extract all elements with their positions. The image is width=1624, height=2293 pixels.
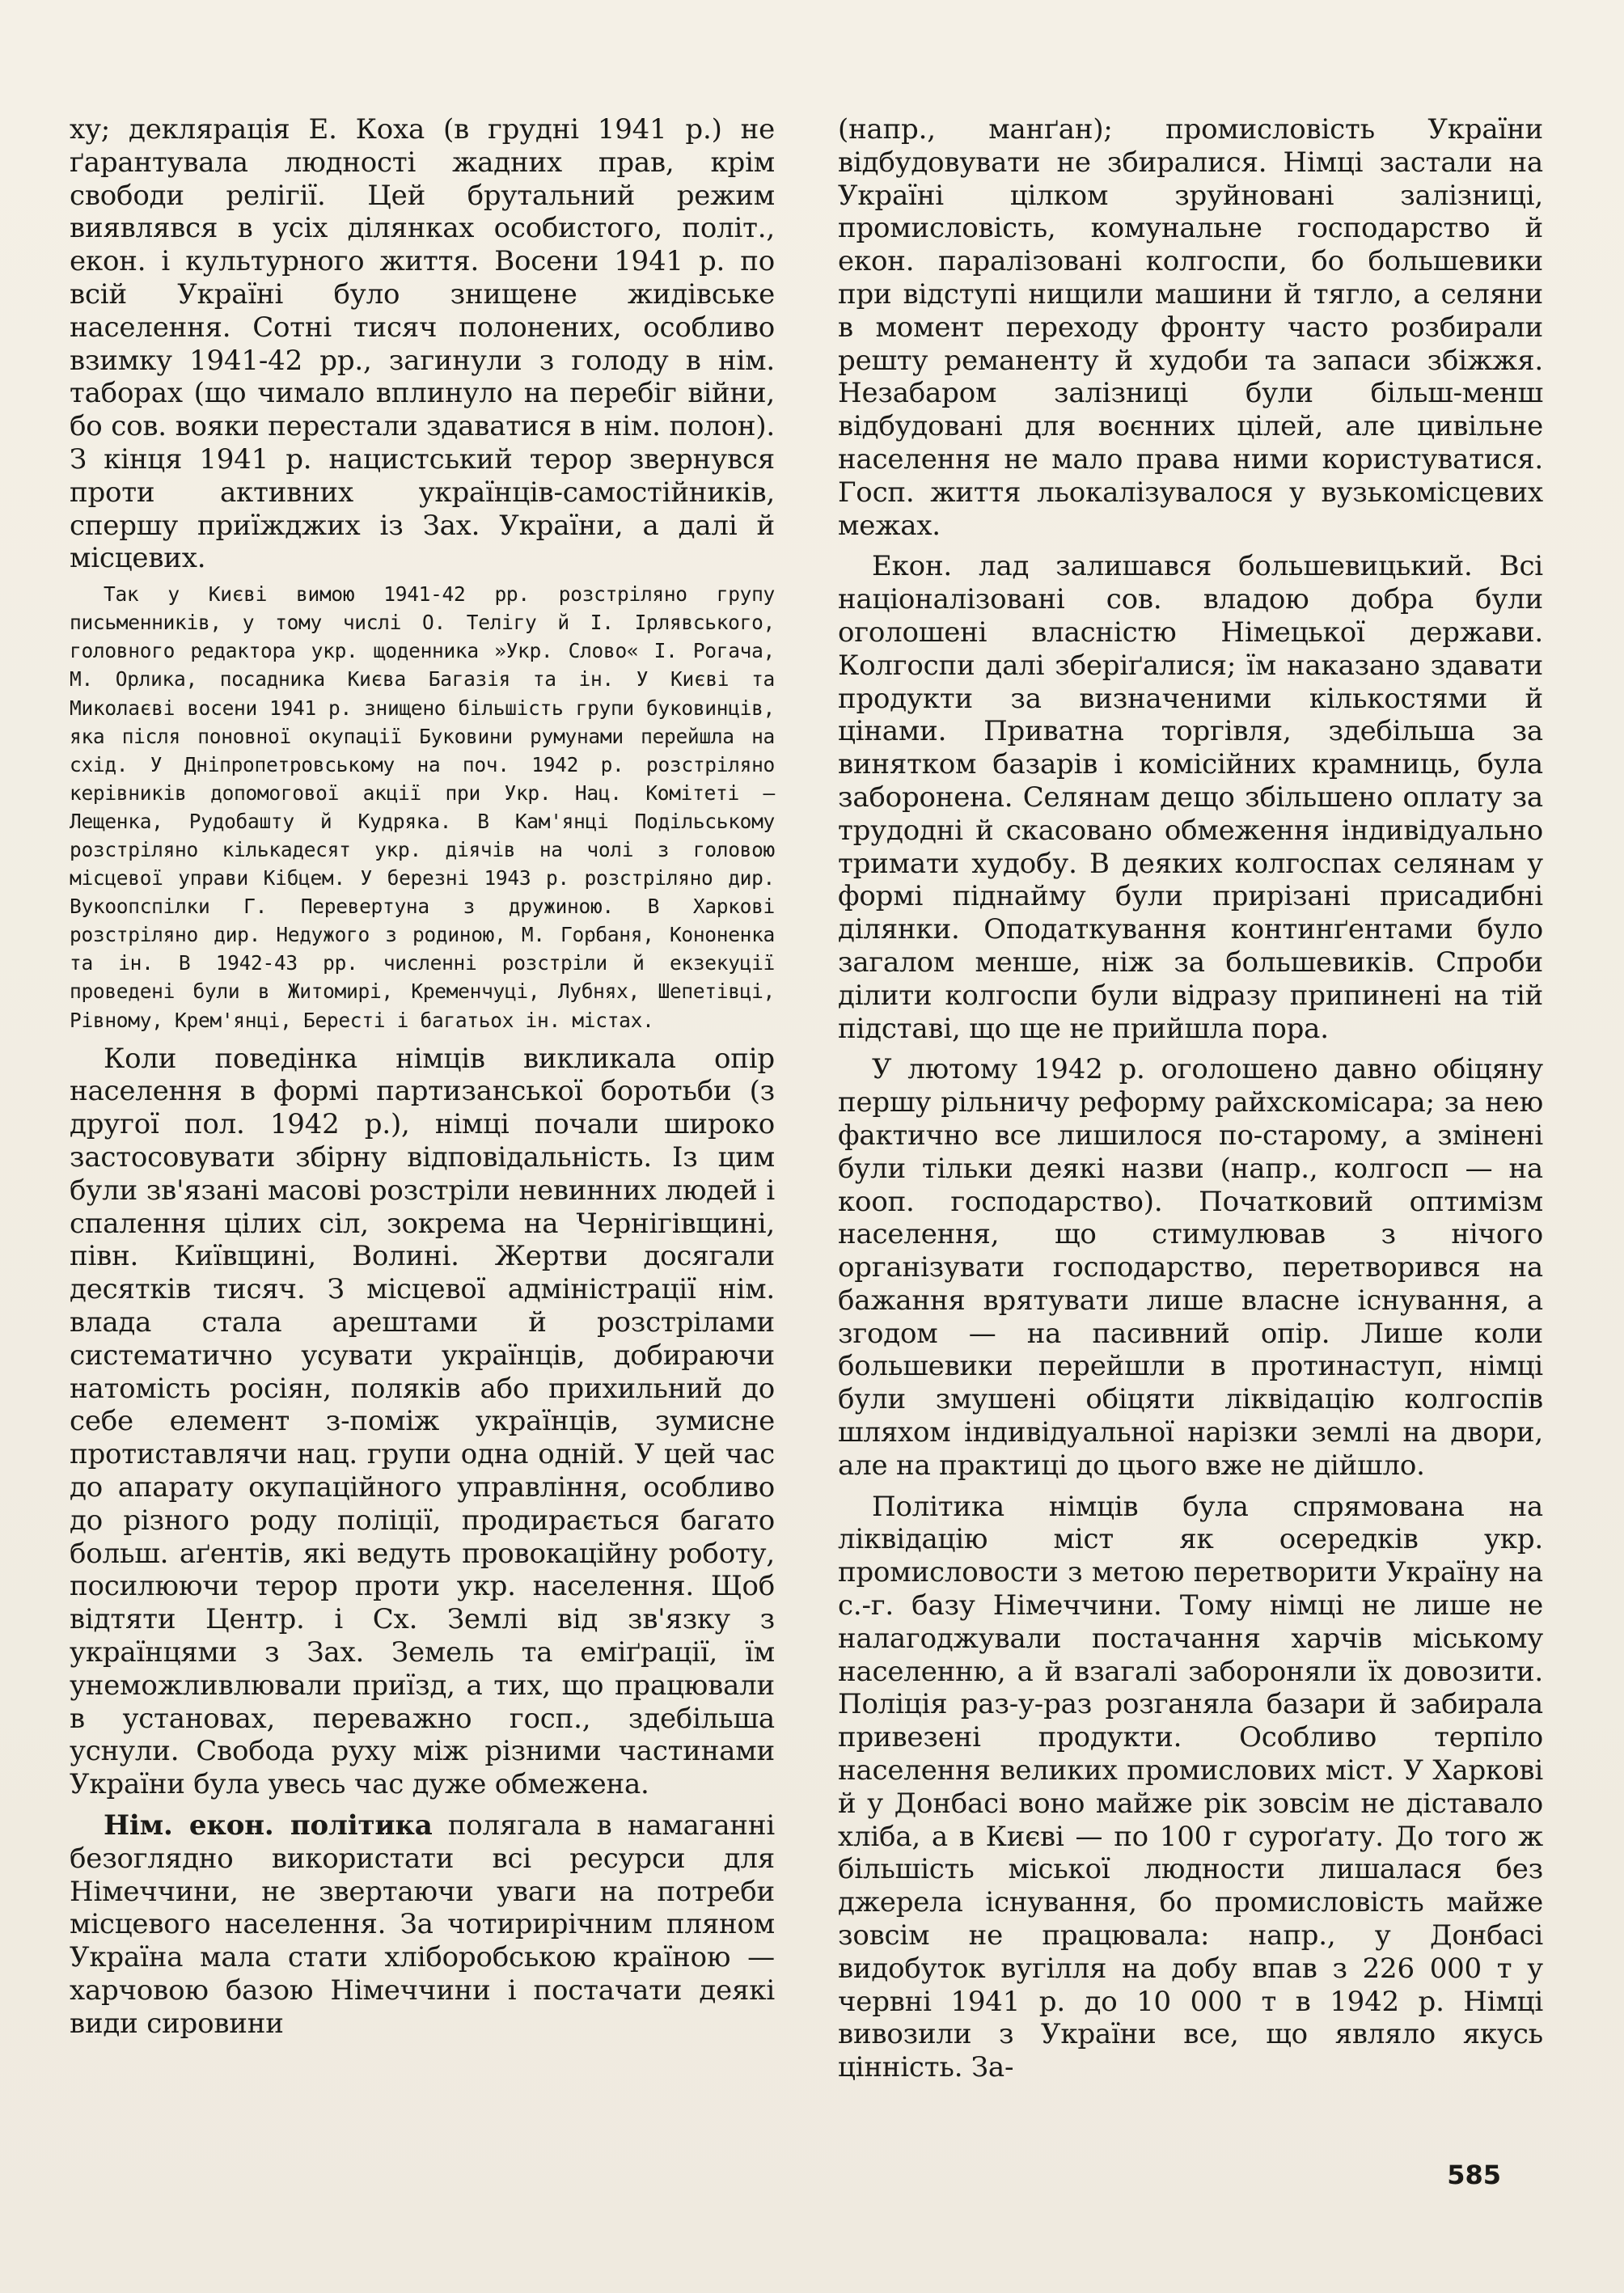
paragraph: ху; деклярація Е. Коха (в грудні 1941 р.) не ґарантувала людності жадних прав, крім свободи релігії. Цей брутальний режим виявлявся в усіх ділянках особистого, політ., екон. і культурного життя. Восени 1941 р. по всій Україні було знищене жидівське населення. Сотні тисяч полонених, особливо взимку 1941-42 рр., загинули з голоду в нім. таборах (що чимало вплинуло на перебіг війни, бо сов. вояки перестали здаватися в нім. полон). З кінця 1941 р. нацистський терор звернувся проти активних українців-самостійників, спершу приїжджих із Зах. України, а далі й місцевих. [70, 113, 775, 575]
text-columns [70, 113, 1543, 2084]
paragraph: (напр., манґан); промисловість України відбудовувати не збиралися. Німці застали на Україні цілком зруйновані залізниці, промисловість, комунальне господарство й екон. паралізовані колгоспи, бо большевики при відступі нищили машини й тягло, а селяни в момент переходу фронту часто розбирали решту реманенту й худоби та запаси збіжжя. Незабаром залізниці були більш-менш відбудовані для воєнних цілей, але цивільне населення не мало права ними користуватися. Госп. життя льокалізувалося у вузькомісцевих межах. [838, 113, 1543, 542]
paragraph-gap [838, 1045, 1543, 1053]
left-column [70, 113, 775, 2084]
paragraph: Політика німців була спрямована на ліквідацію міст як осередків укр. промисловости з метою перетворити Україну на с.-г. базу Німеччини. Тому німці не лише не налагоджували постачання харчів міському населенню, а й взагалі забороняли їх довозити. Поліція раз-у-раз розганяла базари й забирала привезені продукти. Особливо терпіло населення великих промислових міст. У Харкові й у Донбасі воно майже рік зовсім не діставало хліба, а в Києві — по 100 г суроґату. До того ж більшість міської людности лишалася без джерела існування, бо промисловість майже зовсім не працювала: напр., у Донбасі видобуток вугілля на добу впав з 226 000 т у червні 1941 р. до 10 000 т в 1942 р. Німці вивозили з України все, що являло якусь цінність. За- [838, 1490, 1543, 2084]
right-column [838, 113, 1543, 2084]
paragraph-text: полягала в намаганні безоглядно використати всі ресурси для Німеччини, не звертаючи уваги на потреби місцевого населення. За чотирирічним пляном Україна мала стати хліборобською країною — харчовою базою Німеччини і постачати деякі види сировини [70, 1809, 775, 2040]
paragraph-gap [70, 1801, 775, 1809]
paragraph-gap [838, 1483, 1543, 1491]
paragraph: Коли поведінка німців викликала опір населення в формі партизанської боротьби (з другої пол. 1942 р.), німці почали широко застосовувати збірну відповідальність. Із цим були зв'язані масові розстріли невинних людей і спалення цілих сіл, зокрема на Чернігівщині, півн. Київщині, Волині. Жертви досягали десятків тисяч. З місцевої адміністрації нім. влада стала арештами й розстрілами систематично усувати українців, добираючи натомість росіян, поляків або прихильний до себе елемент з-поміж українців, зумисне протиставлячи нац. групи одна одній. У цей час до апарату окупаційного управління, особливо до різного роду поліції, продирається багато больш. аґентів, які ведуть провокаційну роботу, посилюючи терор проти укр. населення. Щоб відтяти Центр. і Сх. Землі від зв'язку з українцями з Зах. Земель та еміґрації, їм унеможливлювали приїзд, а тих, що працювали в установах, переважно госп., здебільша уснули. Свобода руху між різними частинами України була увесь час дуже обмежена. [70, 1042, 775, 1801]
paragraph [70, 1809, 775, 2041]
small-print-paragraph: Так у Києві вимою 1941-42 рр. розстріляно групу письменників, у тому числі О. Телігу й І. Ірлявського, головного редактора укр. щоденника »Укр. Слово« І. Рогача, М. Орлика, посадника Києва Багазія та ін. У Києві та Миколаєві восени 1941 р. знищено більшість групи буковинців, яка після поновної окупації Буковини румунами перейшла на схід. У Дніпропетровському на поч. 1942 р. розстріляно керівників допомогової акції при Укр. Нац. Комітеті — Лещенка, Рудобашту й Кудряка. В Кам'янці Подільському розстріляно кількадесят укр. діячів на чолі з головою місцевої управи Кібцем. У березні 1943 р. розстріляно дир. Вукоопспілки Г. Перевертуна з дружиною. В Харкові розстріляно дир. Недужого з родиною, М. Горбаня, Кононенка та ін. В 1942-43 рр. численні розстріли й екзекуції проведені були в Житомирі, Кременчуці, Лубнях, Шепетівці, Рівному, Крем'янці, Бересті і багатьох ін. містах. [70, 582, 775, 1032]
paragraph-gap [70, 1034, 775, 1043]
paragraph: Екон. лад залишався большевицький. Всі націоналізовані сов. владою добра були оголошені власністю Німецької держави. Колгоспи далі зберіґалися; їм наказано здавати продукти за визначеними кількостями й цінами. Приватна торгівля, здебільша за винятком базарів і комісійних крамниць, була заборонена. Селянам дещо збільшено оплату за трудодні й скасовано обмеження індивідуально тримати худобу. В деяких колгоспах селянам у формі піднайму були прирізані присадибні ділянки. Оподаткування континґентами було загалом менше, ніж за большевиків. Спроби ділити колгоспи були відразу припинені на тій підставі, що ще не прийшла пора. [838, 550, 1543, 1045]
paragraph: У лютому 1942 р. оголошено давно обіцяну першу рільничу реформу райхскомісара; за нею фактично все лишилося по-старому, а змінені були тільки деякі назви (напр., колгосп — на кооп. господарство). Початковий оптимізм населення, що стимулював з нічого організувати господарство, перетворився на бажання врятувати лише власне існування, а згодом — на пасивний опір. Лише коли большевики перейшли в протинаступ, німці були змушені обіцяти ліквідацію колгоспів шляхом індивідуальної нарізки землі на двори, але на практиці до цього вже не дійшло. [838, 1053, 1543, 1482]
run-in-heading: Нім. екон. політика [104, 1809, 433, 1842]
page-number: 585 [1447, 2160, 1501, 2190]
paragraph-gap [838, 542, 1543, 550]
